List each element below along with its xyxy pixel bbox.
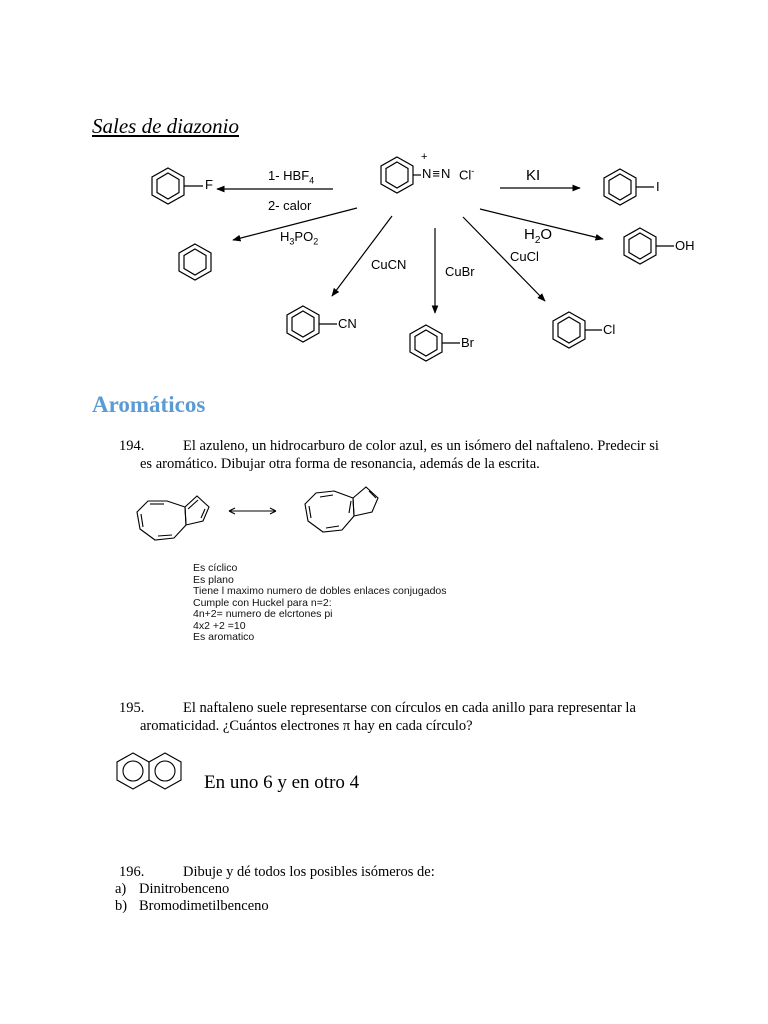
list-text: Dinitrobenceno xyxy=(139,881,230,897)
product-iodo-label: I xyxy=(656,179,660,194)
reagent-cucl: CuCl xyxy=(510,249,539,264)
diazonium-charge: + xyxy=(421,151,428,163)
note-line: 4n+2= numero de elcrtones pi xyxy=(193,608,333,620)
note-line: Es plano xyxy=(193,573,234,586)
note-line: Tiene l maximo numero de dobles enlaces conjugados xyxy=(193,585,447,597)
product-oh-label: OH xyxy=(675,238,695,253)
q195-answer: En uno 6 y en otro 4 xyxy=(204,772,360,793)
reagent-h2o: $H_2O$ xyxy=(524,226,553,246)
q196-line1: Dibuje y dé todos los posibles isómeros de: xyxy=(183,864,435,880)
note-line: 4x2 +2 =10 xyxy=(193,619,246,632)
list-marker: a) xyxy=(115,881,127,897)
q194-number: 194. xyxy=(119,438,145,454)
reagent-calor: 2- calor xyxy=(268,198,312,213)
reagent-h3po2: $H_3PO_2$ xyxy=(280,229,319,247)
product-br-label: Br xyxy=(461,335,474,350)
product-fluoro-label: F xyxy=(205,177,213,192)
reagent-hbf4: 1- $HBF_4$ xyxy=(268,168,315,186)
list-text: Bromodimetilbenceno xyxy=(139,898,269,914)
section-title-aromaticos: Aromáticos xyxy=(92,392,206,417)
note-line: Es cíclico xyxy=(193,562,238,574)
note-line: Cumple con Huckel para n=2: xyxy=(193,596,332,609)
q194-line2: es aromático. Dibujar otra forma de resonancia, además de la escrita. xyxy=(140,456,540,472)
q195-line2: aromaticidad. ¿Cuántos electrones π hay en cada círculo? xyxy=(140,718,473,734)
note-line: Es aromatico xyxy=(193,631,255,643)
q195-number: 195. xyxy=(119,700,145,716)
list-item xyxy=(115,896,269,916)
diazonium-group: N≡N xyxy=(422,166,452,181)
list-marker: b) xyxy=(115,898,128,914)
reagent-ki: KI xyxy=(526,167,541,184)
reagent-cucn: CuCN xyxy=(371,257,407,272)
diazonium-anion: Cl- xyxy=(459,166,475,183)
reagent-cubr: CuBr xyxy=(445,264,475,279)
product-cn-label: CN xyxy=(338,316,357,331)
product-cl-label: Cl xyxy=(603,322,616,337)
q195-line1: El naftaleno suele representarse con círculos en cada anillo para representar la xyxy=(183,700,636,716)
q196-number: 196. xyxy=(119,864,145,880)
q194-line1: El azuleno, un hidrocarburo de color azul, es un isómero del naftaleno. Predecir si xyxy=(183,438,659,454)
section-title-diazonio: Sales de diazonio xyxy=(92,114,239,138)
